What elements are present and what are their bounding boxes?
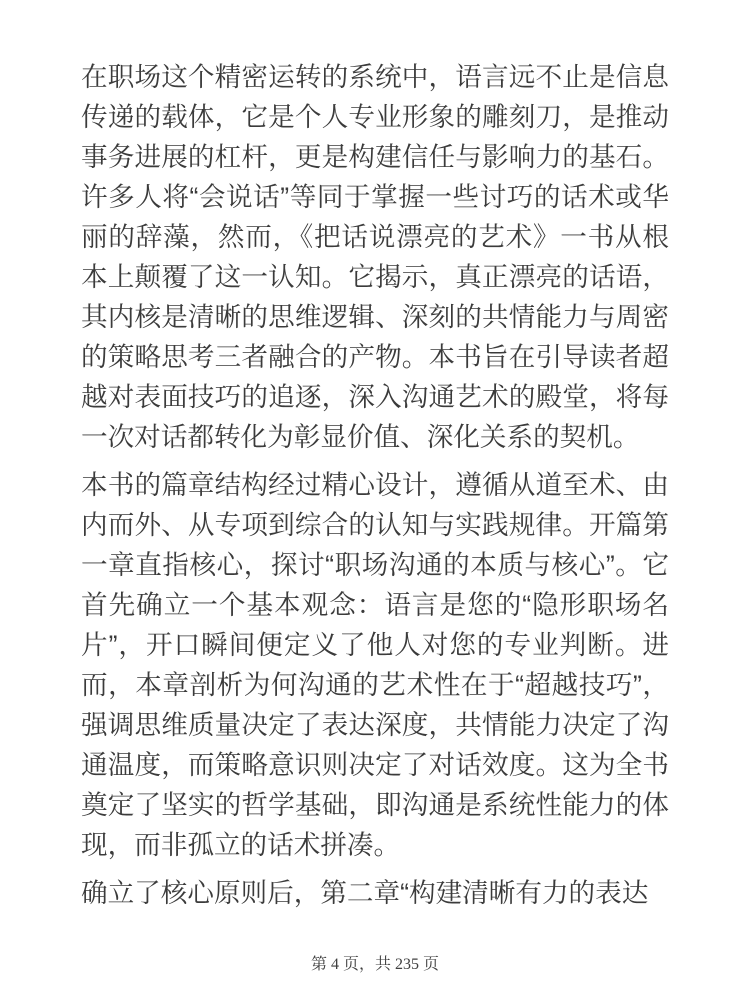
paragraph-3-truncated: 确立了核心原则后，第二章“构建清晰有力的表达 bbox=[81, 878, 649, 908]
paragraph-2: 本书的篇章结构经过精心设计，遵循从道至术、由内而外、从专项到综合的认知与实践规律。开篇第一章直指核心，探讨“职场沟通的本质与核心”。它首先确立一个基本观念：语言是您的“隐形职场名片”，开口瞬间便定义了他人对您的专业判断。进而，本章剖析为何沟通的艺术性在于“超越技巧”，强调思维质量决定了表达深度，共情能力决定了沟通温度，而策略意识则决定了对话效度。这为全书奠定了坚实的哲学基础，即沟通是系统性能力的体现，而非孤立的话术拼凑。 bbox=[81, 470, 669, 860]
paragraph-1: 在职场这个精密运转的系统中，语言远不止是信息传递的载体，它是个人专业形象的雕刻刀，是推动事务进展的杠杆，更是构建信任与影响力的基石。许多人将“会说话”等同于掌握一些讨巧的话术或华丽的辞藻，然而，《把话说漂亮的艺术》一书从根本上颠覆了这一认知。它揭示，真正漂亮的话语，其内核是清晰的思维逻辑、深刻的共情能力与周密的策略思考三者融合的产物。本书旨在引导读者超越对表面技巧的追逐，深入沟通艺术的殿堂，将每一次对话都转化为彰显价值、深化关系的契机。 bbox=[81, 62, 669, 452]
page-number-label: 第 4 页，共 235 页 bbox=[310, 956, 439, 973]
page-text-block bbox=[81, 57, 669, 921]
